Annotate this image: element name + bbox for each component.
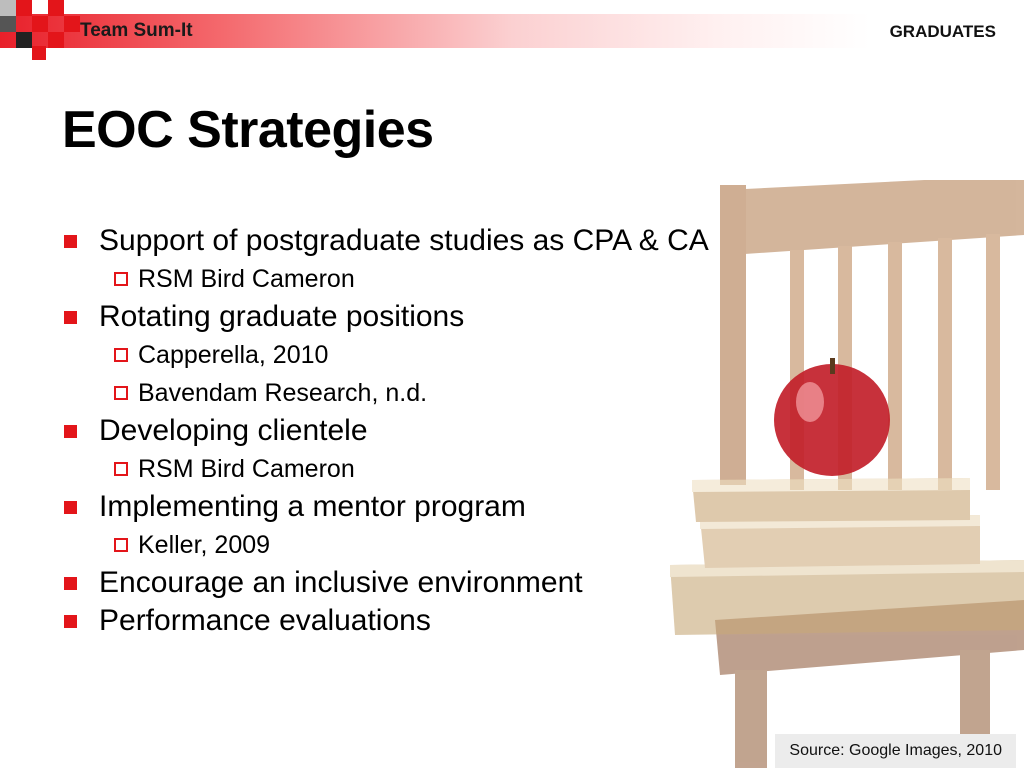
hollow-square-bullet-icon	[114, 386, 128, 400]
sub-bullet-item	[64, 450, 804, 488]
bullet-text: Performance evaluations	[99, 604, 431, 637]
bullet-item	[64, 222, 804, 260]
hollow-square-bullet-icon	[114, 538, 128, 552]
sub-bullet-text: RSM Bird Cameron	[138, 264, 355, 293]
bullet-item	[64, 488, 804, 526]
bullet-text: Encourage an inclusive environment	[99, 566, 583, 599]
brand-name: Team Sum-It	[80, 20, 193, 41]
sub-bullet-item	[64, 374, 804, 412]
filled-square-bullet-icon	[64, 615, 77, 628]
sub-bullet-text: Keller, 2009	[138, 530, 271, 559]
sub-bullet-text: Bavendam Research, n.d.	[138, 378, 428, 407]
sub-bullet-item	[64, 260, 804, 298]
hollow-square-bullet-icon	[114, 462, 128, 476]
section-label: GRADUATES	[889, 22, 996, 41]
filled-square-bullet-icon	[64, 311, 77, 324]
filled-square-bullet-icon	[64, 577, 77, 590]
bullet-item	[64, 298, 804, 336]
sub-bullet-text: Capperella, 2010	[138, 340, 329, 369]
bullet-text: Implementing a mentor program	[99, 490, 526, 523]
hollow-square-bullet-icon	[114, 272, 128, 286]
filled-square-bullet-icon	[64, 425, 77, 438]
bullet-item	[64, 412, 804, 450]
checker-logo	[0, 0, 80, 62]
bullet-text: Rotating graduate positions	[99, 300, 465, 333]
bullet-list	[64, 222, 804, 640]
bullet-text: Support of postgraduate studies as CPA & CA	[99, 224, 709, 257]
bullet-text: Developing clientele	[99, 414, 368, 447]
filled-square-bullet-icon	[64, 501, 77, 514]
filled-square-bullet-icon	[64, 235, 77, 248]
slide-title: EOC Strategies	[62, 101, 434, 159]
sub-bullet-item	[64, 526, 804, 564]
sub-bullet-item	[64, 336, 804, 374]
sub-bullet-text: RSM Bird Cameron	[138, 454, 355, 483]
bullet-item	[64, 564, 804, 602]
source-caption: Source: Google Images, 2010	[775, 734, 1016, 768]
bullet-item	[64, 602, 804, 640]
hollow-square-bullet-icon	[114, 348, 128, 362]
